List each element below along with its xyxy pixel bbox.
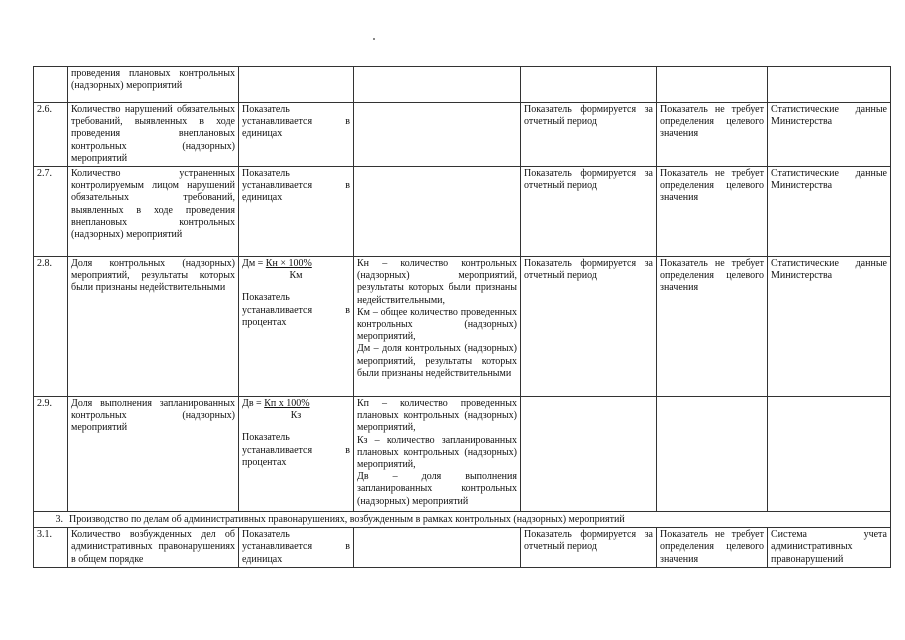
formula-lhs: Дв = [242,398,265,410]
indicator-target: Показатель не требует определения целевого значения [657,103,768,167]
table-row [34,167,891,257]
indicator-target: Показатель не требует определения целевого значения [657,257,768,397]
indicator-period: Показатель формируется за отчетный период [521,257,657,397]
indicator-name: Количество нарушений обязательных требований, выявленных в ходе проведения внеплановых контрольных (надзорных) мероприятий [68,103,239,167]
indicator-period: Показатель формируется за отчетный период [521,167,657,257]
row-number: 3.1. [34,528,68,568]
indicator-source: Статистические данные Министерства [768,167,891,257]
row-number [34,67,68,103]
indicator-target: Показатель не требует определения целевого значения [657,167,768,257]
row-number: 2.7. [34,167,68,257]
formula-unit-note: Показатель устанавливается в процентах [242,292,350,328]
section-number: 3. [55,514,63,526]
indicator-formula: Показатель устанавливается в единицах [239,528,354,568]
indicator-target: Показатель не требует определения целевого значения [657,528,768,568]
indicator-name: Доля выполнения запланированных контрольных (надзорных) мероприятий [68,397,239,512]
row-number: 2.9. [34,397,68,512]
row-number: 2.6. [34,103,68,167]
formula [242,398,350,410]
indicator-definition [354,103,521,167]
scan-speck [373,38,375,40]
indicator-formula [239,397,354,512]
indicator-source [768,397,891,512]
formula-lhs: Дм = [242,258,266,270]
indicator-source: Система учета административных правонарушений [768,528,891,568]
table-row [34,528,891,568]
formula-unit-note: Показатель устанавливается в процентах [242,432,350,468]
indicator-formula [239,67,354,103]
row-number: 2.8. [34,257,68,397]
table-row [34,397,891,512]
indicator-source: Статистические данные Министерства [768,257,891,397]
indicator-name: Количество возбужденных дел об административных правонарушениях в общем порядке [68,528,239,568]
indicator-definition [354,67,521,103]
indicator-period [521,397,657,512]
formula-denominator: Кз [290,410,302,422]
formula-denominator: Км [289,270,303,282]
indicator-name: проведения плановых контрольных (надзорных) мероприятий [68,67,239,103]
indicator-target [657,397,768,512]
table-row [34,67,891,103]
indicator-name: Доля контрольных (надзорных) мероприятий, результаты которых были признаны недействительными [68,257,239,397]
indicator-source: Статистические данные Министерства [768,103,891,167]
indicators-table [33,66,891,568]
indicator-period [521,67,657,103]
indicator-source [768,67,891,103]
formula-numerator: Кн × 100% [265,258,312,270]
section-title: Производство по делам об административных правонарушениях, возбужденным в рамках контрольных (надзорных) мероприятий [69,514,625,526]
section-header-row [34,512,891,528]
indicator-period: Показатель формируется за отчетный период [521,103,657,167]
indicator-name: Количество устраненных контролируемым лицом нарушений обязательных требований, выявленных в ходе проведения внеплановых контрольных (надзорных) мероприятий [68,167,239,257]
definition-text: Кн – количество контрольных (надзорных) мероприятий, результаты которых были признаны недействительными, Км – общее количество проведенных контрольных (надзорных) мероприятий, Дм – доля контрольных (надзорных) мероприятий, результаты которых были признаны недействительными [357,258,517,379]
indicator-period: Показатель формируется за отчетный период [521,528,657,568]
section-header [34,512,891,528]
table-row [34,103,891,167]
indicator-definition [354,397,521,512]
indicator-definition [354,257,521,397]
indicator-formula: Показатель устанавливается в единицах [239,167,354,257]
definition-text: Кп – количество проведенных плановых контрольных (надзорных) мероприятий, Кз – количество запланированных плановых контрольных (надзорных) мероприятий, Дв – доля выполнения запланированных контрольных (надзорных) мероприятий [357,398,517,507]
indicator-definition [354,528,521,568]
table-row [34,257,891,397]
indicator-target [657,67,768,103]
indicator-formula: Показатель устанавливается в единицах [239,103,354,167]
formula-numerator: Кп х 100% [264,398,310,410]
indicator-definition [354,167,521,257]
formula [242,258,350,270]
indicator-formula [239,257,354,397]
